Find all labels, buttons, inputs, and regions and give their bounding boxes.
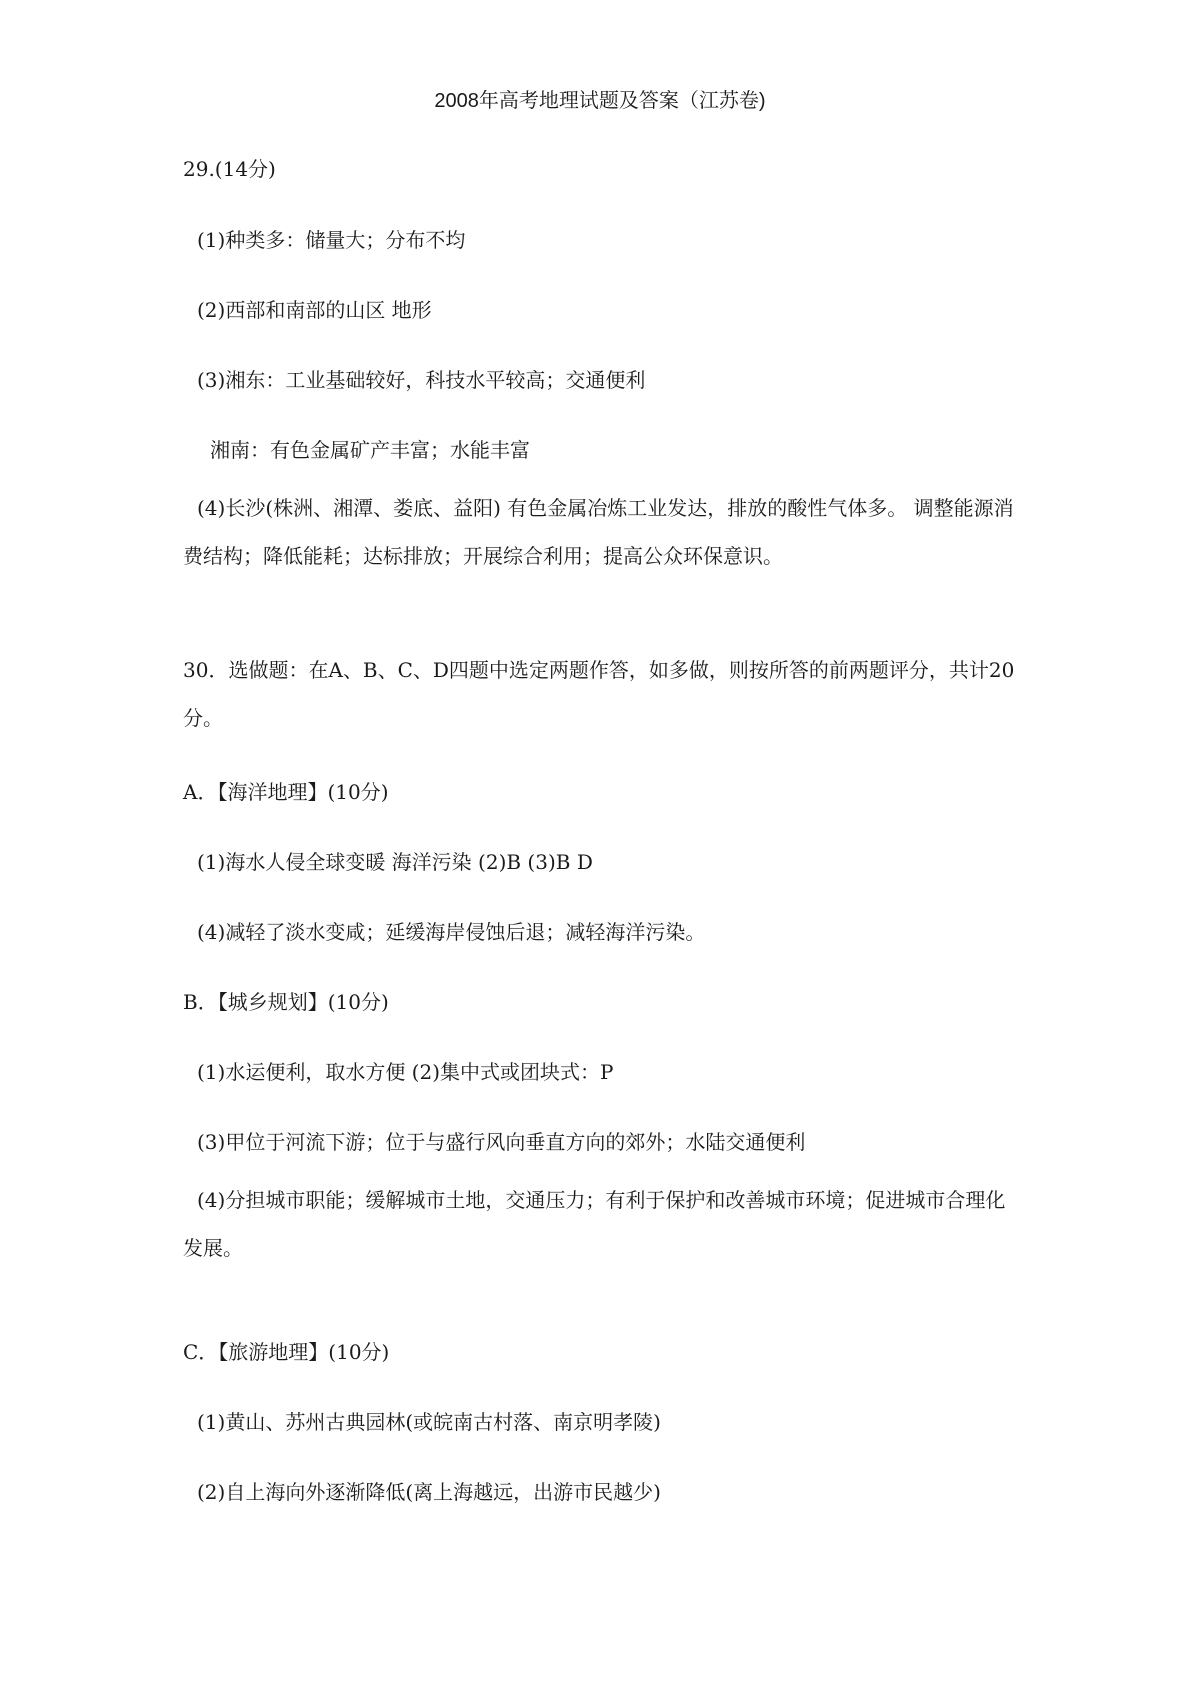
question-29-heading: 29.(14分) — [183, 157, 276, 181]
answer-b-2: (3)甲位于河流下游；位于与盛行风向垂直方向的郊外；水陆交通便利 — [197, 1130, 806, 1154]
answer-29-3: (3)湘东：工业基础较好，科技水平较高；交通便利 — [197, 368, 646, 392]
answer-a-1: (1)海水人侵全球变暖 海洋污染 (2)B (3)B D — [197, 850, 593, 874]
answer-b-1: (1)水运便利，取水方便 (2)集中式或团块式：P — [197, 1060, 614, 1084]
answer-a-2: (4)减轻了淡水变咸；延缓海岸侵蚀后退；减轻海洋污染。 — [197, 920, 706, 944]
answer-29-3-continued: 湘南：有色金属矿产丰富；水能丰富 — [210, 438, 530, 462]
answer-29-1: (1)种类多：储量大；分布不均 — [197, 228, 466, 252]
question-30-heading: 30．选做题：在A、B、C、D四题中选定两题作答，如多做，则按所答的前两题评分，共计20分。 — [183, 658, 1015, 730]
section-b-title: B．【城乡规划】(10分) — [183, 990, 389, 1014]
section-c-title: C．【旅游地理】(10分) — [183, 1340, 390, 1364]
answer-29-4: (4)长沙(株洲、湘潭、娄底、益阳) 有色金属冶炼工业发达，排放的酸性气体多。 调整能源消费结构；降低能耗；达标排放；开展综合利用；提高公众环保意识。 — [183, 496, 1014, 568]
answer-b-3: (4)分担城市职能；缓解城市土地，交通压力；有利于保护和改善城市环境；促进城市合理化发展。 — [183, 1188, 1006, 1260]
page-title: 2008年高考地理试题及答案（江苏卷) — [434, 90, 766, 112]
answer-29-2: (2)西部和南部的山区 地形 — [197, 298, 432, 322]
answer-c-2: (2)自上海向外逐渐降低(离上海越远，出游市民越少) — [197, 1480, 661, 1504]
answer-c-1: (1)黄山、苏州古典园林(或皖南古村落、南京明孝陵) — [197, 1410, 661, 1434]
section-a-title: A．【海洋地理】(10分) — [183, 780, 389, 804]
